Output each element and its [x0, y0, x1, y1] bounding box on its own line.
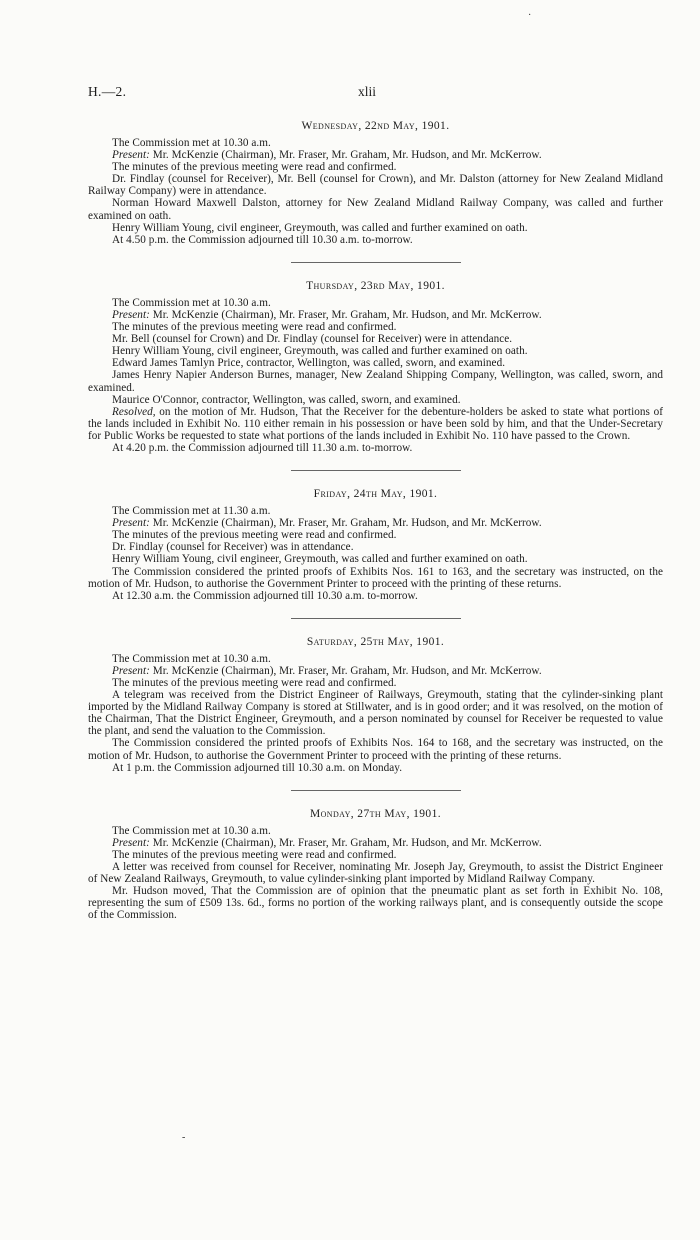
minute-paragraph	[88, 677, 663, 689]
paragraph-lead: Present:	[112, 836, 150, 849]
meeting-entry	[88, 279, 663, 454]
minute-paragraph	[88, 541, 663, 553]
print-speck: -	[182, 1132, 186, 1143]
meeting-date-heading: Wednesday, 22nd May, 1901.	[301, 120, 450, 132]
minute-paragraph	[88, 566, 663, 590]
paragraph-lead: Present:	[112, 308, 150, 321]
minute-paragraph	[88, 665, 663, 677]
minute-paragraph	[88, 297, 663, 309]
paragraph-text: At 12.30 a.m. the Commission adjourned till 10.30 a.m. to-morrow.	[112, 589, 418, 602]
paragraph-text: At 4.50 p.m. the Commission adjourned till 10.30 a.m. to-morrow.	[112, 233, 413, 246]
paragraph-text: Henry William Young, civil engineer, Greymouth, was called and further examined on oath.	[112, 345, 528, 358]
minute-paragraph	[88, 222, 663, 234]
meeting-entry	[88, 487, 663, 602]
section-divider	[291, 790, 461, 791]
paragraph-text: Dr. Findlay (counsel for Receiver), Mr. Bell (counsel for Crown), and Mr. Dalston (attorney for New Zealand Midland Railway Company) were in attendance.	[88, 173, 663, 198]
page-header	[88, 84, 670, 102]
page-number: xlii	[358, 84, 377, 99]
section-divider	[291, 618, 461, 619]
paragraph-text: Mr. Bell (counsel for Crown) and Dr. Findlay (counsel for Receiver) were in attendance.	[112, 333, 513, 346]
meeting-entry	[88, 119, 663, 246]
paragraph-text: The minutes of the previous meeting were read and confirmed.	[112, 161, 397, 174]
paragraph-text: Mr. McKenzie (Chairman), Mr. Fraser, Mr. Graham, Mr. Hudson, and Mr. McKerrow.	[149, 836, 542, 849]
paragraph-text: The Commission met at 10.30 a.m.	[112, 652, 271, 665]
meeting-date-heading: Friday, 24th May, 1901.	[313, 488, 438, 501]
minute-paragraph	[88, 849, 663, 861]
paragraph-text: The Commission met at 10.30 a.m.	[112, 137, 271, 149]
minute-paragraph	[88, 553, 663, 565]
paragraph-text: The Commission considered the printed proofs of Exhibits Nos. 161 to 163, and the secretary was instructed, on the motion of Mr. Hudson, to authorise the Government Printer to proceed with the printing of these returns.	[88, 565, 663, 590]
paragraph-text: Edward James Tamlyn Price, contractor, Wellington, was called, sworn, and examined.	[112, 357, 506, 370]
minute-paragraph	[88, 345, 663, 357]
paragraph-lead: Present:	[112, 517, 150, 530]
document-reference: H.—2.	[88, 84, 127, 99]
paragraph-text: Henry William Young, civil engineer, Greymouth, was called and further examined on oath.	[112, 221, 528, 234]
minute-paragraph	[88, 137, 663, 149]
paragraph-text: on the motion of Mr. Hudson, That the Receiver for the debenture-holders be asked to state what portions of the lands included in Exhibit No. 110 either remain in his possession or have been sold by him, and that the Under-Secretary for Public Works be requested to state what portions of the lands included in Exhibit No. 110 have passed to the Crown.	[88, 405, 663, 442]
paragraph-text: The Commission met at 10.30 a.m.	[112, 296, 271, 309]
paragraph-text: Mr. Hudson moved, That the Commission are of opinion that the pneumatic plant as set forth in Exhibit No. 108, representing the sum of £509 13s. 6d., forms no portion of the working railways plant, and is consequently outside the scope of the Commission.	[88, 885, 663, 922]
paragraph-text: Maurice O'Connor, contractor, Wellington, was called, sworn, and examined.	[112, 393, 461, 406]
paragraph-text: At 1 p.m. the Commission adjourned till 10.30 a.m. on Monday.	[112, 761, 403, 774]
minute-paragraph	[88, 357, 663, 369]
minute-paragraph	[88, 234, 663, 246]
minute-paragraph	[88, 406, 663, 442]
paragraph-text: The minutes of the previous meeting were read and confirmed.	[112, 848, 397, 861]
minute-paragraph	[88, 529, 663, 541]
minute-paragraph	[88, 161, 663, 173]
minute-paragraph	[88, 333, 663, 345]
paragraph-text: Norman Howard Maxwell Dalston, attorney for New Zealand Midland Railway Company, was called and further examined on oath.	[88, 197, 663, 222]
paragraph-text: At 4.20 p.m. the Commission adjourned till 11.30 a.m. to-morrow.	[112, 441, 413, 454]
paragraph-text: The Commission considered the printed proofs of Exhibits Nos. 164 to 168, and the secretary was instructed, on the motion of Mr. Hudson, to authorise the Government Printer to proceed with the printing of these returns.	[88, 737, 663, 762]
minute-paragraph	[88, 321, 663, 333]
minute-paragraph	[88, 173, 663, 197]
meeting-date-heading: Thursday, 23rd May, 1901.	[306, 279, 445, 292]
minute-paragraph	[88, 505, 663, 517]
paragraph-text: The Commission met at 10.30 a.m.	[112, 824, 271, 837]
paragraph-text: A telegram was received from the District Engineer of Railways, Greymouth, stating that the cylinder-sinking plant imported by the Midland Railway Company is stored at Stillwater, and is in good order; and it was resolved, on the motion of the Chairman, That the District Engineer, Greymouth, and a person nominated by counsel for Receiver be requested to value the plant, and send the valuation to the Commission.	[88, 689, 663, 738]
paragraph-lead: Present:	[112, 664, 150, 677]
paragraph-text: James Henry Napier Anderson Burnes, manager, New Zealand Shipping Company, Wellington, was called, sworn, and examined.	[88, 369, 663, 394]
paragraph-text: Mr. McKenzie (Chairman), Mr. Fraser, Mr. Graham, Mr. Hudson, and Mr. McKerrow.	[149, 308, 542, 321]
minute-paragraph	[88, 369, 663, 393]
paragraph-text: The Commission met at 11.30 a.m.	[112, 505, 271, 518]
minute-paragraph	[88, 861, 663, 885]
minute-paragraph	[88, 762, 663, 774]
meeting-date-heading: Monday, 27th May, 1901.	[309, 807, 442, 820]
paragraph-text: Mr. McKenzie (Chairman), Mr. Fraser, Mr. Graham, Mr. Hudson, and Mr. McKerrow.	[149, 149, 542, 162]
paragraph-text: The minutes of the previous meeting were read and confirmed.	[112, 529, 397, 542]
print-speck: ·	[528, 10, 532, 21]
minute-paragraph	[88, 885, 663, 921]
paragraph-text: Henry William Young, civil engineer, Greymouth, was called and further examined on oath.	[112, 553, 528, 566]
minute-paragraph	[88, 442, 663, 454]
paragraph-lead: Present:	[112, 149, 150, 162]
section-divider	[291, 262, 461, 263]
meeting-entry	[88, 807, 663, 922]
minute-paragraph	[88, 197, 663, 221]
minute-paragraph	[88, 394, 663, 406]
paragraph-text: Dr. Findlay (counsel for Receiver) was in attendance.	[112, 541, 354, 554]
paragraph-lead: Resolved,	[112, 405, 156, 418]
minute-paragraph	[88, 737, 663, 761]
meeting-date-heading: Saturday, 25th May, 1901.	[306, 635, 445, 648]
paragraph-text: The minutes of the previous meeting were read and confirmed.	[112, 321, 397, 334]
meeting-entry	[88, 635, 663, 774]
paragraph-text: A letter was received from counsel for Receiver, nominating Mr. Joseph Jay, Greymouth, to assist the District Engineer of New Zealand Railways, Greymouth, to value cylinder-sinking plant imported by Midland Railway Company.	[88, 861, 663, 886]
minute-paragraph	[88, 689, 663, 737]
paragraph-text: Mr. McKenzie (Chairman), Mr. Fraser, Mr. Graham, Mr. Hudson, and Mr. McKerrow.	[149, 664, 542, 677]
paragraph-text: The minutes of the previous meeting were read and confirmed.	[112, 677, 397, 689]
minute-paragraph	[88, 653, 663, 665]
minute-paragraph	[88, 590, 663, 602]
minute-paragraph	[88, 309, 663, 321]
minute-paragraph	[88, 837, 663, 849]
section-divider	[291, 470, 461, 471]
paragraph-text: Mr. McKenzie (Chairman), Mr. Fraser, Mr. Graham, Mr. Hudson, and Mr. McKerrow.	[149, 517, 542, 530]
minutes-body	[88, 119, 663, 922]
minute-paragraph	[88, 825, 663, 837]
minute-paragraph	[88, 517, 663, 529]
minute-paragraph	[88, 149, 663, 161]
